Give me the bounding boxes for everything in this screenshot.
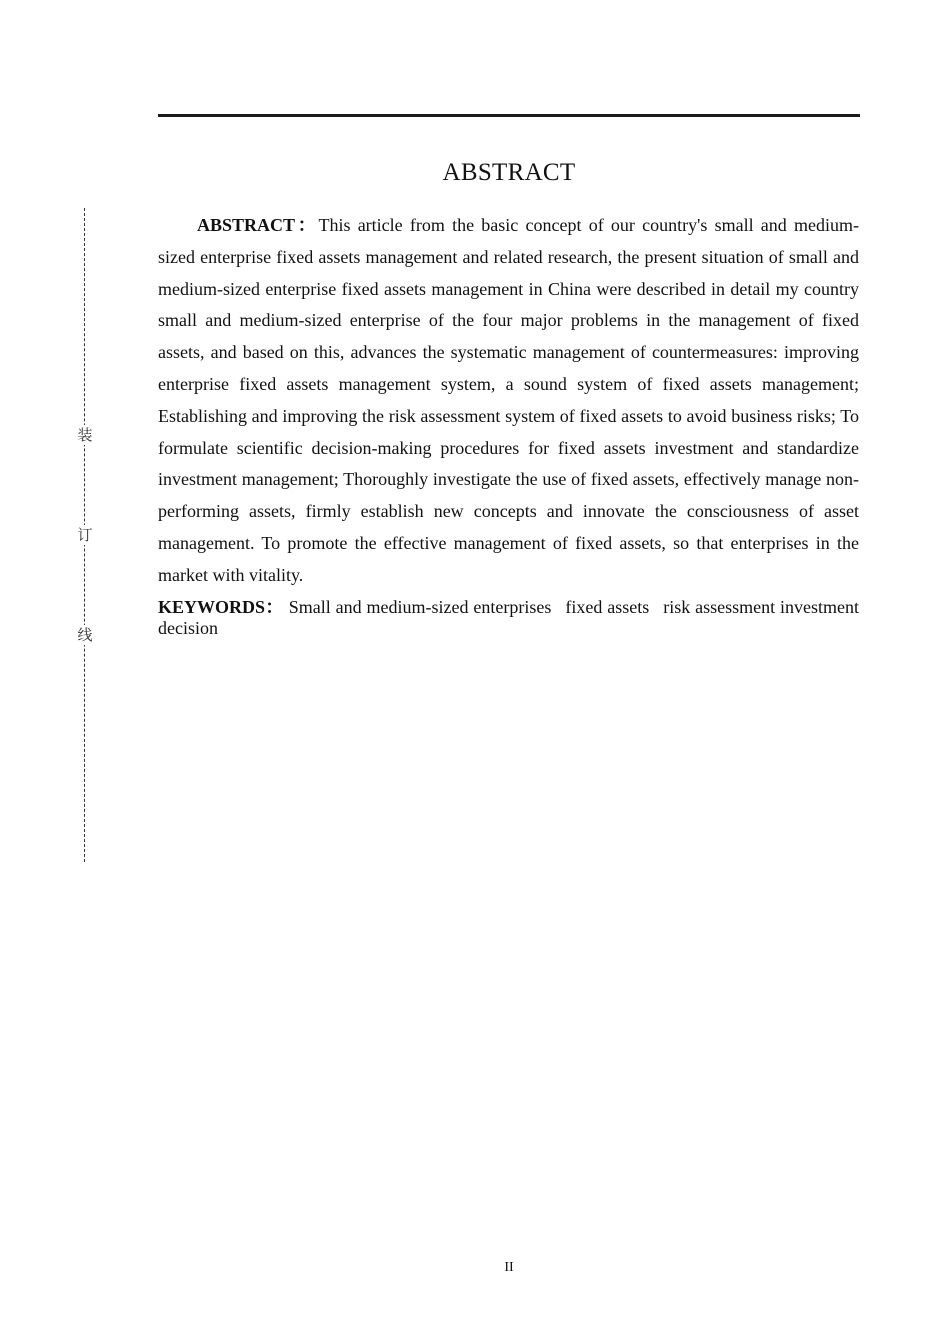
abstract-label: ABSTRACT： [197, 215, 319, 235]
keyword-item: fixed assets [565, 597, 650, 617]
keywords-paragraph [158, 597, 859, 639]
binding-char-zhuang: 装 [75, 425, 95, 445]
page-title: ABSTRACT [442, 159, 576, 186]
keyword-item: Small and medium-sized enterprises [288, 597, 552, 617]
binding-char-xian: 线 [75, 625, 95, 645]
page-number: II [504, 1260, 514, 1275]
keywords-label: KEYWORDS： [158, 597, 284, 617]
abstract-text: This article from the basic concept of our country's small and medium-sized enterprise fixed assets management and related research, the present situation of small and medium-sized enterprise fixed assets management in China were described in detail my country small and medium-sized enterprise of the four major problems in the management of fixed assets, and based on this, advances the systematic management of countermeasures: improving enterprise fixed assets management system, a sound system of fixed assets management; Establishing and improving the risk assessment system of fixed assets to avoid business risks; To formulate scientific decision-making procedures for fixed assets investment and standardize investment management; Thoroughly investigate the use of fixed assets, effectively manage non-performing assets, firmly establish new concepts and innovate the consciousness of asset management. To promote the effective management of fixed assets, so that enterprises in the market with vitality. [158, 215, 859, 585]
keyword-item: investment decision [158, 597, 860, 638]
keyword-item: risk assessment [663, 597, 776, 617]
binding-char-ding: 订 [75, 525, 95, 545]
abstract-paragraph [158, 210, 859, 592]
header-rule [158, 114, 860, 117]
